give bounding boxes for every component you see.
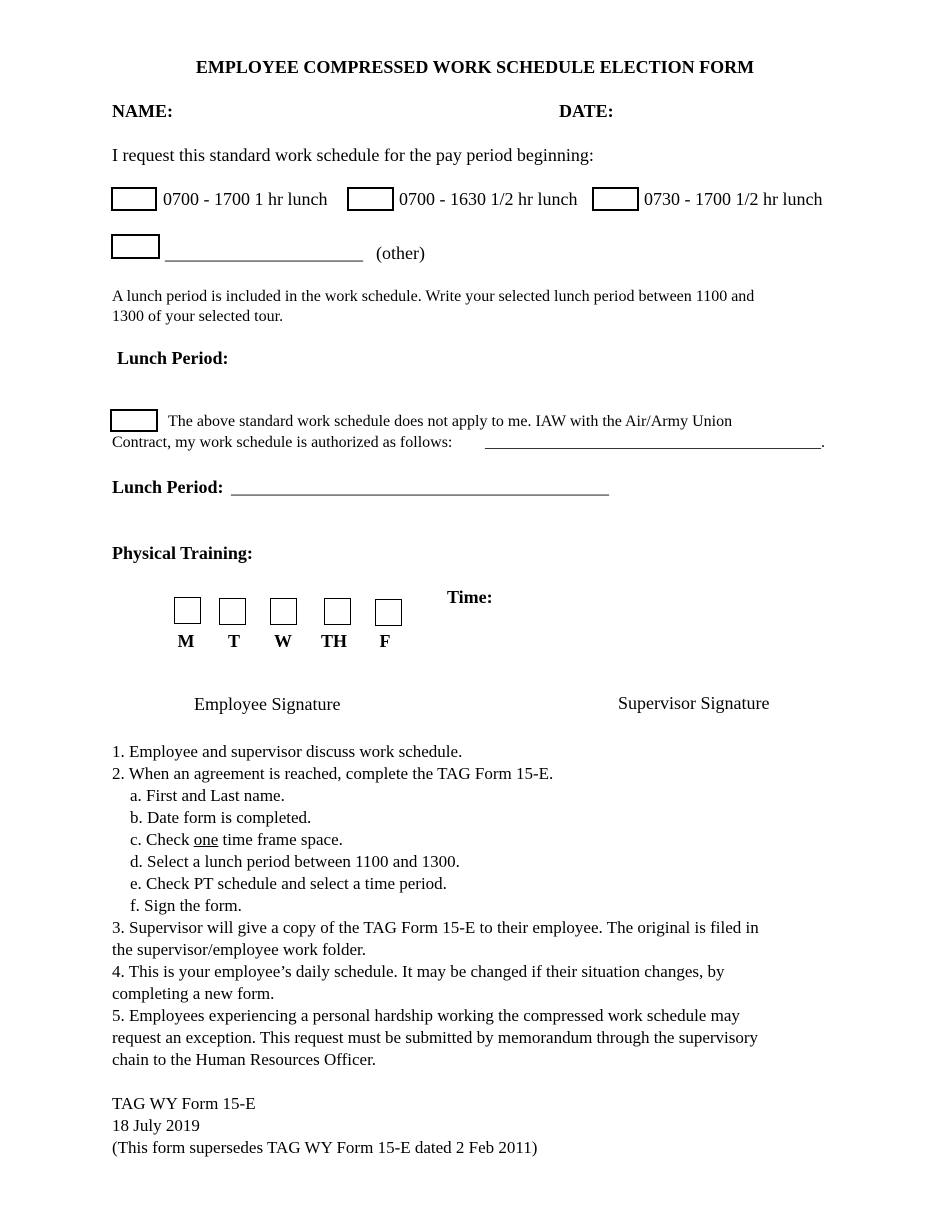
exception-checkbox[interactable] — [110, 409, 158, 432]
instruction-2f: f. Sign the form. — [130, 896, 242, 915]
instruction-2e: e. Check PT schedule and select a time period. — [130, 874, 447, 893]
other-schedule-label: (other) — [376, 243, 425, 263]
request-text: I request this standard work schedule for the pay period beginning: — [112, 145, 594, 165]
footer-date: 18 July 2019 — [112, 1116, 200, 1135]
exception-schedule-line[interactable]: __________________________________________. — [485, 434, 825, 451]
pt-day-f-checkbox[interactable] — [375, 599, 402, 626]
pt-day-m-label: M — [177, 631, 195, 651]
lunch-period-label-2: Lunch Period: — [112, 477, 224, 497]
schedule-option-1-label: 0700 - 1700 1 hr lunch — [163, 189, 328, 209]
pt-day-t-checkbox[interactable] — [219, 598, 246, 625]
instruction-2: 2. When an agreement is reached, complete the TAG Form 15-E. — [112, 764, 554, 783]
pt-day-w-label: W — [274, 631, 292, 651]
date-label: DATE: — [559, 101, 614, 121]
instruction-2c-prefix: c. Check — [130, 830, 194, 849]
employee-signature-label: Employee Signature — [194, 694, 341, 714]
instruction-2b: b. Date form is completed. — [130, 808, 312, 827]
schedule-option-2-label: 0700 - 1630 1/2 hr lunch — [399, 189, 578, 209]
instruction-4-line-2: completing a new form. — [112, 984, 275, 1003]
instruction-3-line-1: 3. Supervisor will give a copy of the TAG Form 15-E to their employee. The original is filed in — [112, 918, 759, 937]
schedule-option-1-checkbox[interactable] — [111, 187, 157, 211]
exception-text-line-2: Contract, my work schedule is authorized as follows: — [112, 434, 453, 451]
pt-day-m-checkbox[interactable] — [174, 597, 201, 624]
physical-training-label: Physical Training: — [112, 543, 253, 563]
instruction-3-line-2: the supervisor/employee work folder. — [112, 940, 366, 959]
lunch-note-line-1: A lunch period is included in the work schedule. Write your selected lunch period between 1100 and — [112, 288, 755, 305]
lunch-note-line-2: 1300 of your selected tour. — [112, 308, 284, 325]
exception-text-line-1: The above standard work schedule does not apply to me. IAW with the Air/Army Union — [168, 413, 733, 430]
pt-day-f-label: F — [379, 631, 391, 651]
instruction-5-line-3: chain to the Human Resources Officer. — [112, 1050, 377, 1069]
schedule-option-2-checkbox[interactable] — [347, 187, 394, 211]
instruction-4-line-1: 4. This is your employee’s daily schedule. It may be changed if their situation changes, by — [112, 962, 725, 981]
schedule-option-3-checkbox[interactable] — [592, 187, 639, 211]
lunch-period-label: Lunch Period: — [117, 348, 229, 368]
pt-day-th-label: TH — [320, 631, 347, 651]
pt-day-th-checkbox[interactable] — [324, 598, 351, 625]
footer-supersedes: (This form supersedes TAG WY Form 15-E dated 2 Feb 2011) — [112, 1138, 538, 1157]
lunch-period-line[interactable]: __________________________________________ — [231, 477, 609, 497]
schedule-option-3-label: 0730 - 1700 1/2 hr lunch — [644, 189, 823, 209]
instruction-2c — [130, 829, 860, 851]
instruction-5-line-2: request an exception. This request must be submitted by memorandum through the supervisory — [112, 1028, 759, 1047]
supervisor-signature-label: Supervisor Signature — [618, 693, 770, 713]
instruction-2c-suffix: time frame space. — [218, 830, 343, 849]
instruction-5-line-1: 5. Employees experiencing a personal hardship working the compressed work schedule may — [112, 1006, 740, 1025]
instruction-2c-emphasis: one — [193, 830, 219, 849]
schedule-option-other-checkbox[interactable] — [111, 234, 160, 259]
other-schedule-line[interactable]: ______________________ — [165, 243, 363, 263]
pt-day-w-checkbox[interactable] — [270, 598, 297, 625]
instruction-1: 1. Employee and supervisor discuss work schedule. — [112, 742, 463, 761]
instruction-2a: a. First and Last name. — [130, 786, 285, 805]
instruction-2d: d. Select a lunch period between 1100 and 1300. — [130, 852, 460, 871]
name-label: NAME: — [112, 101, 173, 121]
page-title: EMPLOYEE COMPRESSED WORK SCHEDULE ELECTION FORM — [195, 57, 755, 77]
pt-day-t-label: T — [227, 631, 240, 651]
footer-form-id: TAG WY Form 15-E — [112, 1094, 256, 1113]
time-label: Time: — [447, 587, 493, 607]
